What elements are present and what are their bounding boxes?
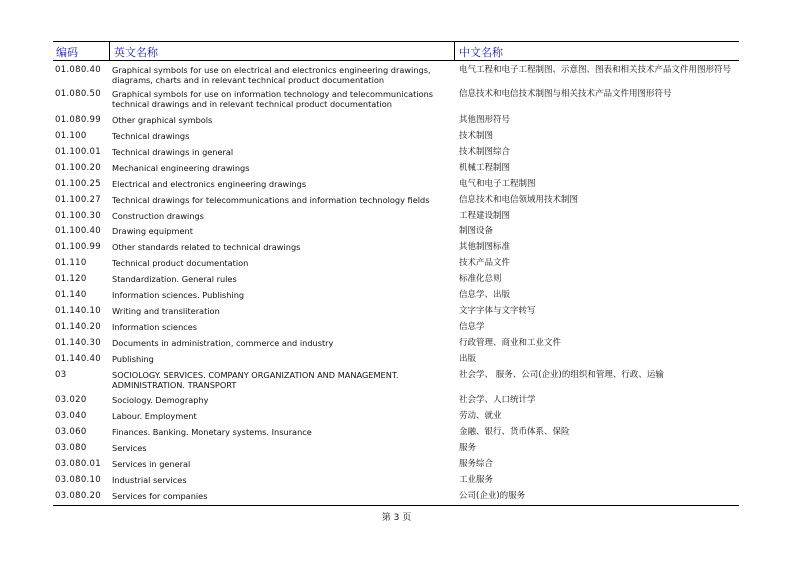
row-english-name: Electrical and electronics engineering drawings — [112, 179, 307, 189]
row-code: 01.100.30 — [55, 211, 101, 221]
row-code: 01.100.40 — [55, 226, 101, 236]
row-code: 01.080.40 — [55, 65, 101, 75]
row-english-name: Services for companies — [112, 491, 208, 501]
row-english-name: Other graphical symbols — [112, 115, 213, 125]
row-english-name: Other standards related to technical drawings — [112, 242, 301, 252]
row-code: 03.040 — [55, 411, 87, 421]
row-code: 01.140.10 — [55, 306, 101, 316]
row-chinese-name: 制图设备 — [459, 226, 494, 236]
page-number: 第 3 页 — [381, 513, 412, 523]
row-chinese-name: 技术制图 — [459, 131, 494, 141]
row-chinese-name: 信息学 — [459, 322, 485, 332]
row-code: 03.060 — [55, 427, 87, 437]
row-chinese-name: 信息学、出版 — [459, 290, 511, 300]
row-code: 01.080.99 — [55, 115, 101, 125]
row-english-name: Technical drawings for telecommunications and information technology fields — [112, 195, 430, 205]
row-chinese-name: 社会学、 服务、公司(企业)的组织和管理、行政、运输 — [459, 370, 664, 380]
row-code: 01.140.30 — [55, 338, 101, 348]
row-code: 01.100.99 — [55, 242, 101, 252]
table-header — [53, 42, 739, 61]
row-english-name: Information sciences — [112, 322, 198, 332]
row-english-name: Industrial services — [112, 475, 187, 485]
row-code: 01.140.40 — [55, 354, 101, 364]
row-code: 03.080.10 — [55, 475, 101, 485]
header-divider — [454, 42, 455, 60]
row-english-name: Documents in administration, commerce and industry — [112, 338, 334, 348]
row-code: 01.140 — [55, 290, 87, 300]
row-code: 01.100.27 — [55, 195, 101, 205]
row-code: 01.140.20 — [55, 322, 101, 332]
row-chinese-name: 服务综合 — [459, 459, 494, 469]
row-english-name: Services in general — [112, 459, 191, 469]
row-code: 01.100.20 — [55, 163, 101, 173]
row-chinese-name: 社会学、人口统计学 — [459, 395, 536, 405]
row-english-name: Graphical symbols for use on electrical and electronics engineering drawings, diagrams, charts and in relevant technical product documentation — [112, 65, 431, 85]
header-divider — [109, 42, 110, 60]
row-chinese-name: 技术产品文件 — [459, 258, 511, 268]
row-chinese-name: 电气和电子工程制图 — [459, 179, 536, 189]
row-code: 01.110 — [55, 258, 87, 268]
row-english-name: Mechanical engineering drawings — [112, 163, 250, 173]
row-english-name: Publishing — [112, 354, 154, 364]
row-chinese-name: 公司(企业)的服务 — [459, 491, 526, 501]
row-chinese-name: 电气工程和电子工程制图、示意图、图表和相关技术产品文件用图形符号 — [459, 65, 732, 75]
row-chinese-name: 信息技术和电信领域用技术制图 — [459, 195, 579, 205]
row-english-name: Sociology. Demography — [112, 395, 209, 405]
row-chinese-name: 其他制图标准 — [459, 242, 511, 252]
row-chinese-name: 工业服务 — [459, 475, 494, 485]
row-chinese-name: 技术制图综合 — [459, 147, 511, 157]
row-chinese-name: 机械工程制图 — [459, 163, 511, 173]
row-english-name: Technical drawings — [112, 131, 190, 141]
header-code: 编码 — [56, 46, 78, 59]
row-english-name: Information sciences. Publishing — [112, 290, 245, 300]
row-english-name: Finances. Banking. Monetary systems. Insurance — [112, 427, 312, 437]
row-chinese-name: 出版 — [459, 354, 477, 364]
row-english-name: Writing and transliteration — [112, 306, 220, 316]
row-chinese-name: 文字字体与文字转写 — [459, 306, 536, 316]
row-chinese-name: 金融、银行、货币体系、保险 — [459, 427, 570, 437]
row-chinese-name: 行政管理、商业和工业文件 — [459, 338, 562, 348]
row-english-name: SOCIOLOGY. SERVICES. COMPANY ORGANIZATION AND MANAGEMENT. ADMINISTRATION. TRANSPORT — [112, 370, 399, 390]
row-chinese-name: 信息技术和电信技术制图与相关技术产品文件用图形符号 — [459, 89, 672, 99]
table-bottom-rule — [53, 505, 739, 506]
row-code: 03.080.01 — [55, 459, 101, 469]
row-chinese-name: 其他图形符号 — [459, 115, 511, 125]
row-english-name: Construction drawings — [112, 211, 204, 221]
row-code: 03 — [55, 370, 67, 380]
row-chinese-name: 服务 — [459, 443, 477, 453]
row-chinese-name: 工程建设制图 — [459, 211, 511, 221]
row-chinese-name: 标准化总则 — [459, 274, 502, 284]
row-code: 03.080 — [55, 443, 87, 453]
row-english-name: Graphical symbols for use on information technology and telecommunications technical drawings and in relevant technical product documentation — [112, 89, 434, 109]
row-code: 01.100.01 — [55, 147, 101, 157]
header-english: 英文名称 — [114, 46, 158, 59]
row-code: 01.100.25 — [55, 179, 101, 189]
row-english-name: Services — [112, 443, 147, 453]
row-english-name: Standardization. General rules — [112, 274, 237, 284]
row-english-name: Technical drawings in general — [112, 147, 234, 157]
row-code: 01.120 — [55, 274, 87, 284]
row-english-name: Technical product documentation — [112, 258, 249, 268]
row-english-name: Drawing equipment — [112, 226, 193, 236]
row-chinese-name: 劳动、就业 — [459, 411, 502, 421]
row-code: 03.020 — [55, 395, 87, 405]
header-chinese: 中文名称 — [459, 46, 503, 59]
row-code: 01.080.50 — [55, 89, 101, 99]
row-english-name: Labour. Employment — [112, 411, 197, 421]
row-code: 01.100 — [55, 131, 87, 141]
row-code: 03.080.20 — [55, 491, 101, 501]
